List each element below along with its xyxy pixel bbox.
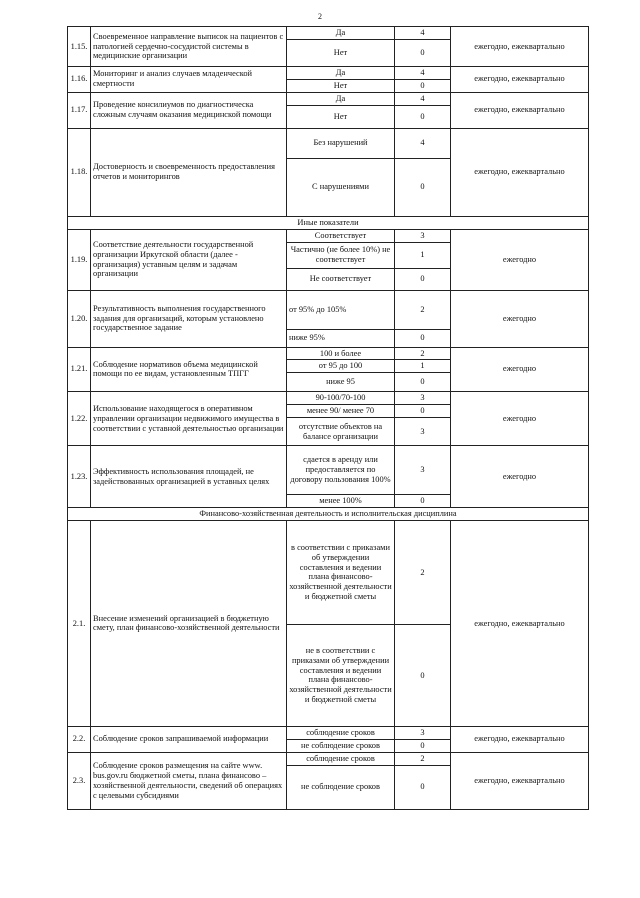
criterion-number: 1.20. bbox=[68, 290, 91, 347]
option-label: менее 100% bbox=[287, 495, 395, 508]
periodicity: ежегодно bbox=[451, 446, 589, 508]
table-row bbox=[68, 128, 589, 158]
periodicity: ежегодно, ежеквартально bbox=[451, 128, 589, 216]
option-label: менее 90/ менее 70 bbox=[287, 405, 395, 418]
option-points: 4 bbox=[395, 27, 451, 40]
option-label: Нет bbox=[287, 79, 395, 92]
option-label: Не соответствует bbox=[287, 268, 395, 290]
option-points: 0 bbox=[395, 495, 451, 508]
option-label: 100 и более bbox=[287, 347, 395, 360]
criterion-text: Достоверность и своевременность предоставления отчетов и мониторингов bbox=[91, 128, 287, 216]
option-label: Без нарушений bbox=[287, 128, 395, 158]
criterion-text: Соблюдение сроков размещения на сайте www. bus.gov.ru бюджетной сметы, плана финансово – хозяйственной деятельности, сведений об операциях с целевыми субсидиями bbox=[91, 752, 287, 809]
criterion-text: Результативность выполнения государственного задания для организаций, которым установлено государственное задание bbox=[91, 290, 287, 347]
criteria-table bbox=[67, 26, 589, 810]
option-label: не соблюдение сроков bbox=[287, 739, 395, 752]
periodicity: ежегодно bbox=[451, 290, 589, 347]
section-title: Иные показатели bbox=[68, 216, 589, 229]
option-points: 2 bbox=[395, 752, 451, 765]
option-points: 0 bbox=[395, 39, 451, 66]
section-header-row bbox=[68, 216, 589, 229]
criterion-number: 2.2. bbox=[68, 726, 91, 752]
option-points: 3 bbox=[395, 418, 451, 446]
criterion-number: 1.19. bbox=[68, 229, 91, 290]
option-label: ниже 95 bbox=[287, 373, 395, 392]
option-label: Да bbox=[287, 27, 395, 40]
option-points: 0 bbox=[395, 158, 451, 216]
option-label: не в соответствии с приказами об утверждении составления и ведении плана финансово-хозяйственной деятельности и бюджетной сметы bbox=[287, 624, 395, 726]
option-points: 0 bbox=[395, 373, 451, 392]
option-points: 2 bbox=[395, 290, 451, 329]
criterion-text: Проведение консилиумов по диагностическа сложным случаям оказания медицинской помощи bbox=[91, 92, 287, 128]
criterion-number: 1.23. bbox=[68, 446, 91, 508]
criterion-number: 1.17. bbox=[68, 92, 91, 128]
option-label: Соответствует bbox=[287, 229, 395, 242]
option-points: 0 bbox=[395, 739, 451, 752]
option-points: 0 bbox=[395, 405, 451, 418]
criterion-number: 1.18. bbox=[68, 128, 91, 216]
periodicity: ежегодно, ежеквартально bbox=[451, 66, 589, 92]
periodicity: ежегодно, ежеквартально bbox=[451, 520, 589, 726]
option-points: 0 bbox=[395, 79, 451, 92]
periodicity: ежегодно, ежеквартально bbox=[451, 92, 589, 128]
table-row bbox=[68, 392, 589, 405]
periodicity: ежегодно, ежеквартально bbox=[451, 27, 589, 67]
criterion-text: Мониторинг и анализ случаев младенческой смертности bbox=[91, 66, 287, 92]
criterion-text: Использование находящегося в оперативном управлении организации недвижимого имущества в соответствии с уставной деятельностью организации bbox=[91, 392, 287, 446]
option-label: Да bbox=[287, 92, 395, 105]
criterion-text: Соответствие деятельности государственной организации Иркутской области (далее - организация) уставным целям и задачам организации bbox=[91, 229, 287, 290]
section-header-row bbox=[68, 508, 589, 521]
criterion-text: Внесение изменений организацией в бюджетную смету, план финансово-хозяйственной деятельности bbox=[91, 520, 287, 726]
option-label: 90-100/70-100 bbox=[287, 392, 395, 405]
option-label: не соблюдение сроков bbox=[287, 765, 395, 809]
option-points: 3 bbox=[395, 229, 451, 242]
criterion-text: Своевременное направление выписок на пациентов с патологией сердечно-сосудистой системы в медицинские организации bbox=[91, 27, 287, 67]
option-points: 4 bbox=[395, 92, 451, 105]
option-label: ниже 95% bbox=[287, 329, 395, 347]
section-title: Финансово-хозяйственная деятельность и исполнительская дисциплина bbox=[68, 508, 589, 521]
criterion-number: 1.16. bbox=[68, 66, 91, 92]
criterion-number: 2.3. bbox=[68, 752, 91, 809]
table-row bbox=[68, 66, 589, 79]
option-points: 3 bbox=[395, 446, 451, 495]
criterion-text: Соблюдение сроков запрашиваемой информации bbox=[91, 726, 287, 752]
option-points: 0 bbox=[395, 624, 451, 726]
table-row bbox=[68, 92, 589, 105]
criterion-number: 2.1. bbox=[68, 520, 91, 726]
table-row bbox=[68, 752, 589, 765]
option-label: С нарушениями bbox=[287, 158, 395, 216]
option-label: Нет bbox=[287, 39, 395, 66]
option-label: отсутствие объектов на балансе организации bbox=[287, 418, 395, 446]
periodicity: ежегодно bbox=[451, 347, 589, 392]
periodicity: ежегодно bbox=[451, 392, 589, 446]
option-label: сдается в аренду или предоставляется по договору пользования 100% bbox=[287, 446, 395, 495]
option-points: 4 bbox=[395, 66, 451, 79]
option-points: 0 bbox=[395, 329, 451, 347]
option-label: Частично (не более 10%) не соответствует bbox=[287, 242, 395, 268]
table-row bbox=[68, 229, 589, 242]
option-points: 0 bbox=[395, 268, 451, 290]
table-row bbox=[68, 520, 589, 624]
table-row bbox=[68, 726, 589, 739]
option-points: 1 bbox=[395, 242, 451, 268]
option-points: 2 bbox=[395, 347, 451, 360]
criterion-text: Соблюдение нормативов объема медицинской помощи по ее видам, установленным ТПГГ bbox=[91, 347, 287, 392]
option-points: 3 bbox=[395, 392, 451, 405]
periodicity: ежегодно, ежеквартально bbox=[451, 726, 589, 752]
option-label: от 95% до 105% bbox=[287, 290, 395, 329]
option-label: Нет bbox=[287, 105, 395, 128]
option-label: в соответствии с приказами об утверждении составления и ведении плана финансово-хозяйственной деятельности и бюджетной сметы bbox=[287, 520, 395, 624]
periodicity: ежегодно, ежеквартально bbox=[451, 752, 589, 809]
option-points: 1 bbox=[395, 360, 451, 373]
option-points: 2 bbox=[395, 520, 451, 624]
option-label: от 95 до 100 bbox=[287, 360, 395, 373]
option-points: 4 bbox=[395, 128, 451, 158]
table-row bbox=[68, 347, 589, 360]
option-label: соблюдение сроков bbox=[287, 726, 395, 739]
table-row bbox=[68, 446, 589, 495]
option-label: Да bbox=[287, 66, 395, 79]
option-points: 3 bbox=[395, 726, 451, 739]
criterion-text: Эффективность использования площадей, не задействованных организацией в уставных целях bbox=[91, 446, 287, 508]
option-points: 0 bbox=[395, 105, 451, 128]
table-row bbox=[68, 27, 589, 40]
table-row bbox=[68, 290, 589, 329]
criterion-number: 1.22. bbox=[68, 392, 91, 446]
option-label: соблюдение сроков bbox=[287, 752, 395, 765]
periodicity: ежегодно bbox=[451, 229, 589, 290]
page-number: 2 bbox=[318, 12, 322, 21]
criterion-number: 1.21. bbox=[68, 347, 91, 392]
option-points: 0 bbox=[395, 765, 451, 809]
criterion-number: 1.15. bbox=[68, 27, 91, 67]
